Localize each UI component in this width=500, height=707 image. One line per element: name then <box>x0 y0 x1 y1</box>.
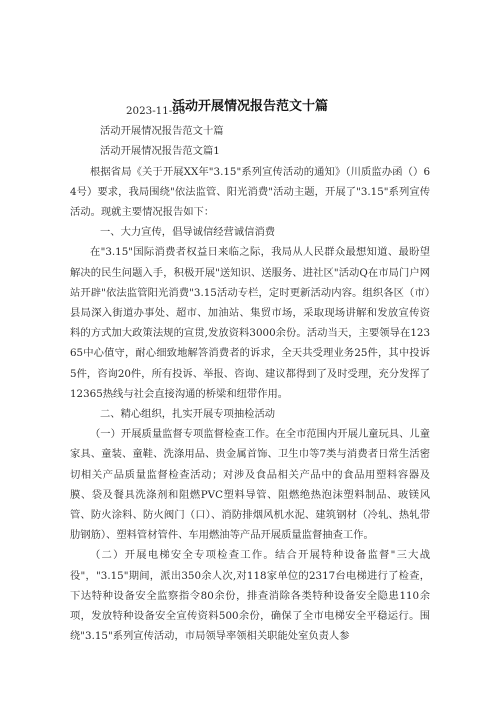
document-subtitle: 活动开展情况报告范文十篇 <box>100 125 224 138</box>
body-paragraph-1: 在"3.15"国际消费者权益日来临之际，我局从人民群众最想知道、最盼望解决的民生问题入手，积极开展"送知识、送服务、进社区"活动Q在市局门户网站开辟"依法监管阳光消费"3.15活动专栏，定时更新活动内容。组织各区（市）县局深入街道办事处、超市、加油站、集贸市场，采取现场讲解和发放宣传资料的方式加大政策法规的宣贯,发放资料3000余份。活动当天，主要领导在12365中心值守，耐心细致地解答消费者的诉求，全天共受理业务25件，其中投诉5件，咨询20件，所有投诉、举报、咨询、建议都得到了及时受理，充分发挥了12365热线与社会直接沟通的桥梁和纽带作用。 <box>70 246 430 400</box>
document-title: 活动开展情况报告范文十篇 <box>171 99 328 114</box>
body-paragraph-3: （二）开展电梯安全专项检查工作。结合开展特种设备监督"三大战役"，"3.15"期间，派出350余人次,对118家单位的2317台电梯进行了检查，下达特种设备安全监察指令80余份，排查消除各类特种设备安全隐患110余项，发放特种设备安全宣传资料500余份，确保了全市电梯安全平稳运行。围绕"3.15"系列宣传活动，市局领导率领相关职能处室负责人参 <box>70 549 430 643</box>
section-subtitle: 活动开展情况报告范文篇1 <box>100 145 220 158</box>
document-body <box>70 101 430 646</box>
intro-paragraph: 根据省局《关于开展XX年"3.15"系列宣传活动的通知》（川质监办函（）64号）要求，我局围绕"依法监管、阳光消费"活动主题，开展了"3.15"系列宣传活动。现就主要情况报告如下： <box>70 165 430 219</box>
body-paragraph-2: （一）开展质量监督专项监督检查工作。在全市范围内开展儿童玩具、儿童家具、童装、童鞋、洗涤用品、贵金属首饰、卫生巾等7类与消费者日常生活密切相关产品质量监督检查活动；对涉及食品相关产品中的食品用塑料容器及膜、袋及餐具洗涤剂和阻燃PVC塑料导管、阻燃绝热泡沫塑料制品、玻镁风管、防火涂料、防火阀门（口）、消防排烟风机水泥、建筑钢材（冷轧、热轧带肋钢筋）、塑料管材管件、车用燃油等产品开展质量监督抽查工作。 <box>70 428 430 542</box>
section-heading-1: 一、大力宣传，倡导诚信经营诚信消费 <box>100 226 276 239</box>
document-date: 2023-11-26 <box>126 105 186 117</box>
section-heading-2: 二、精心组织，扎实开展专项抽检活动 <box>100 408 276 421</box>
